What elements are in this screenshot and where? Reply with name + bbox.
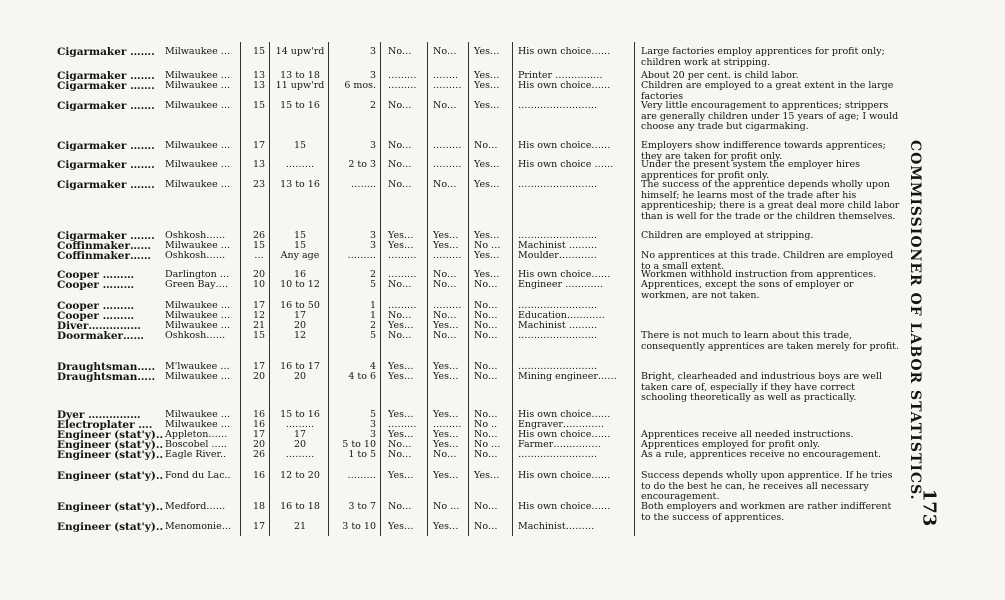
place-cell: Boscobel ….. (165, 439, 227, 450)
answer-cell: ……… (388, 419, 417, 430)
place-cell: Milwaukee … (165, 80, 231, 91)
answer-cell: Yes… (433, 429, 459, 440)
preference-cell: ……………………. (518, 300, 598, 311)
place-cell: Medford…… (165, 501, 226, 512)
trade-cell: Coffinmaker…… (57, 240, 152, 252)
age-cell: 16 (252, 409, 266, 420)
trade-cell: Engineer (stat'y).. (57, 501, 164, 513)
apprentice-age-cell: 12 to 20 (280, 470, 320, 481)
age-cell: 13 (252, 159, 266, 170)
remarks-cell: Apprentices receive all needed instructions. (641, 429, 854, 440)
column-rule (269, 42, 270, 536)
answer-cell: Yes… (474, 100, 500, 111)
answer-cell: No… (388, 140, 412, 151)
term-cell: 3 (369, 240, 376, 251)
answer-cell: ……… (388, 300, 417, 311)
answer-cell: No… (474, 310, 498, 321)
trade-cell: Cigarmaker ……. (57, 159, 155, 171)
preference-cell: Farmer…………… (518, 439, 601, 450)
apprentice-age-cell: 16 (293, 269, 307, 280)
place-cell: Milwaukee … (165, 140, 231, 151)
column-rule (468, 42, 469, 536)
place-cell: Oshkosh…… (165, 250, 226, 261)
trade-cell: Engineer (stat'y).. (57, 521, 164, 533)
trade-cell: Draughtsman….. (57, 371, 156, 383)
apprentice-age-cell: 13 to 18 (280, 70, 320, 81)
apprentice-age-cell: 15 (293, 230, 307, 241)
trade-cell: Engineer (stat'y).. (57, 439, 164, 451)
preference-cell: Education………… (518, 310, 605, 321)
trade-cell: Draughtsman….. (57, 361, 156, 373)
answer-cell: No… (388, 310, 412, 321)
answer-cell: No… (433, 310, 457, 321)
answer-cell: No… (474, 449, 498, 460)
answer-cell: ……… (388, 250, 417, 261)
answer-cell: ……… (433, 140, 462, 151)
place-cell: Milwaukee … (165, 371, 231, 382)
trade-cell: Cigarmaker ……. (57, 100, 155, 112)
remarks-cell: Children are employed to a great extent in the large factories (641, 80, 894, 102)
age-cell: 18 (252, 501, 266, 512)
trade-cell: Engineer (stat'y).. (57, 470, 164, 482)
remarks-cell: There is not much to learn about this trade, consequently apprentices are taken merely for profit. (641, 330, 900, 352)
remarks-cell: Workmen withhold instruction from apprentices. (641, 269, 877, 280)
answer-cell: Yes… (474, 269, 500, 280)
answer-cell: No… (433, 269, 457, 280)
answer-cell: Yes… (474, 46, 500, 57)
trade-cell: Cooper ……… (57, 279, 135, 291)
running-head: COMMISSIONER OF LABOR STATISTICS. (907, 140, 923, 501)
age-cell: 13 (252, 80, 266, 91)
age-cell: 12 (252, 310, 266, 321)
answer-cell: No… (433, 46, 457, 57)
place-cell: Eagle River.. (165, 449, 227, 460)
term-cell: 3 (369, 419, 376, 430)
answer-cell: …….. (433, 70, 459, 81)
answer-cell: Yes… (474, 159, 500, 170)
answer-cell: ……… (433, 250, 462, 261)
answer-cell: ……… (433, 419, 462, 430)
trade-cell: Cigarmaker ……. (57, 179, 155, 191)
place-cell: Appleton…… (165, 429, 228, 440)
trade-cell: Cooper ……… (57, 310, 135, 322)
term-cell: 1 to 5 (348, 449, 376, 460)
apprentice-age-cell: ……… (285, 449, 315, 460)
answer-cell: Yes… (433, 230, 459, 241)
answer-cell: Yes… (474, 250, 500, 261)
term-cell: 5 (369, 279, 376, 290)
answer-cell: Yes… (474, 80, 500, 91)
answer-cell: No .. (474, 419, 498, 430)
preference-cell: His own choice…… (518, 409, 611, 420)
term-cell: 4 to 6 (348, 371, 376, 382)
age-cell: 10 (252, 279, 266, 290)
answer-cell: Yes… (433, 409, 459, 420)
apprentice-age-cell: 16 to 18 (280, 501, 320, 512)
term-cell: 2 to 3 (348, 159, 376, 170)
remarks-cell: Employers show indifference towards apprentices; they are taken for profit only. (641, 140, 886, 162)
term-cell: 3 to 10 (342, 521, 376, 532)
trade-cell: Cooper ……… (57, 300, 135, 312)
term-cell: 3 (369, 140, 376, 151)
place-cell: Milwaukee … (165, 159, 231, 170)
apprentice-age-cell: 13 to 16 (280, 179, 320, 190)
trade-cell: Dyer …………… (57, 409, 141, 421)
trade-cell: Cigarmaker ……. (57, 70, 155, 82)
age-cell: 26 (252, 449, 266, 460)
preference-cell: Mining engineer…… (518, 371, 617, 382)
answer-cell: No… (474, 320, 498, 331)
apprentice-age-cell: 14 upw'rd (275, 46, 325, 57)
place-cell: Milwaukee … (165, 300, 231, 311)
preference-cell: Engineer ………… (518, 279, 604, 290)
place-cell: Milwaukee … (165, 46, 231, 57)
remarks-cell: Apprentices employed for profit only. (641, 439, 820, 450)
apprentice-age-cell: ……… (285, 159, 315, 170)
place-cell: Milwaukee … (165, 100, 231, 111)
column-rule (328, 42, 329, 536)
answer-cell: ……… (388, 70, 417, 81)
answer-cell: ……… (388, 269, 417, 280)
trade-cell: Cigarmaker ……. (57, 140, 155, 152)
remarks-cell: Children are employed at stripping. (641, 230, 814, 241)
apprentice-age-cell: 16 to 50 (280, 300, 320, 311)
answer-cell: Yes… (474, 470, 500, 481)
apprentice-age-cell: 21 (293, 521, 307, 532)
answer-cell: No… (388, 46, 412, 57)
preference-cell: His own choice…… (518, 80, 611, 91)
trade-cell: Diver…………… (57, 320, 141, 332)
term-cell: 5 (369, 330, 376, 341)
answer-cell: Yes… (433, 371, 459, 382)
answer-cell: No… (474, 501, 498, 512)
answer-cell: No … (474, 240, 501, 251)
preference-cell: Engraver…………. (518, 419, 604, 430)
answer-cell: No… (388, 279, 412, 290)
answer-cell: No … (474, 439, 501, 450)
answer-cell: No… (388, 179, 412, 190)
page-number: 173 (918, 488, 940, 527)
term-cell: ……… (347, 470, 376, 481)
place-cell: Oshkosh…… (165, 230, 226, 241)
place-cell: Milwaukee … (165, 240, 231, 251)
preference-cell: His own choice…… (518, 470, 611, 481)
apprentice-age-cell: 12 (293, 330, 307, 341)
apprentice-age-cell: 20 (293, 320, 307, 331)
preference-cell: His own choice…… (518, 429, 611, 440)
apprentice-age-cell: Any age (280, 250, 320, 261)
age-cell: 13 (252, 70, 266, 81)
trade-cell: Electroplater …. (57, 419, 153, 431)
apprentice-age-cell: 10 to 12 (280, 279, 320, 290)
age-cell: 17 (252, 521, 266, 532)
answer-cell: ……… (433, 80, 462, 91)
answer-cell: No… (474, 521, 498, 532)
trade-cell: Coffinmaker…… (57, 250, 152, 262)
preference-cell: Machinist ……… (518, 240, 598, 251)
preference-cell: ……………………. (518, 330, 598, 341)
age-cell: 17 (252, 429, 266, 440)
trade-cell: Cigarmaker ……. (57, 230, 155, 242)
trade-cell: Cigarmaker ……. (57, 46, 155, 58)
answer-cell: No… (474, 371, 498, 382)
answer-cell: Yes… (388, 521, 414, 532)
apprentice-age-cell: 15 (293, 140, 307, 151)
age-cell: 21 (252, 320, 266, 331)
answer-cell: Yes… (388, 470, 414, 481)
answer-cell: Yes… (433, 361, 459, 372)
running-head-container (905, 140, 945, 501)
remarks-cell: Bright, clearheaded and industrious boys are well taken care of, especially if they have correct schooling theoretically as well as practically. (641, 371, 882, 403)
age-cell: 26 (252, 230, 266, 241)
age-cell: 16 (252, 419, 266, 430)
age-cell: 17 (252, 300, 266, 311)
age-cell: 15 (252, 330, 266, 341)
place-cell: Milwaukee … (165, 310, 231, 321)
remarks-cell: Apprentices, except the sons of employer or workmen, are not taken. (641, 279, 854, 301)
answer-cell: Yes… (433, 240, 459, 251)
age-cell: 15 (252, 240, 266, 251)
trade-cell: Cooper ……… (57, 269, 135, 281)
place-cell: Milwaukee … (165, 320, 231, 331)
apprentice-age-cell: 15 to 16 (280, 100, 320, 111)
apprentice-age-cell: 16 to 17 (280, 361, 320, 372)
answer-cell: Yes… (388, 361, 414, 372)
preference-cell: His own choice…… (518, 46, 611, 57)
age-cell: 20 (252, 371, 266, 382)
age-cell: 20 (252, 269, 266, 280)
remarks-cell: Both employers and workmen are rather indifferent to the success of apprentices. (641, 501, 892, 523)
answer-cell: No… (474, 429, 498, 440)
answer-cell: No… (433, 179, 457, 190)
apprentice-age-cell: 20 (293, 371, 307, 382)
age-cell: 17 (252, 361, 266, 372)
term-cell: 5 (369, 409, 376, 420)
place-cell: Milwaukee … (165, 419, 231, 430)
answer-cell: Yes… (474, 70, 500, 81)
apprentice-age-cell: 17 (293, 310, 307, 321)
answer-cell: No… (433, 100, 457, 111)
preference-cell: ……………………. (518, 449, 598, 460)
answer-cell: Yes… (433, 521, 459, 532)
answer-cell: No… (474, 140, 498, 151)
term-cell: 6 mos. (344, 80, 376, 91)
answer-cell: No… (474, 409, 498, 420)
preference-cell: His own choice…… (518, 501, 611, 512)
age-cell: 17 (252, 140, 266, 151)
answer-cell: No… (474, 300, 498, 311)
apprentice-age-cell: ……… (285, 419, 315, 430)
answer-cell: Yes… (388, 230, 414, 241)
term-cell: 2 (369, 269, 376, 280)
remarks-cell: About 20 per cent. is child labor. (641, 70, 799, 81)
term-cell: 2 (369, 320, 376, 331)
answer-cell: No… (433, 330, 457, 341)
apprentice-age-cell: 15 to 16 (280, 409, 320, 420)
trade-cell: Doormaker…… (57, 330, 145, 342)
preference-cell: ……………………. (518, 100, 598, 111)
answer-cell: No… (474, 279, 498, 290)
place-cell: Oshkosh…… (165, 330, 226, 341)
age-cell: … (254, 250, 264, 261)
answer-cell: Yes… (474, 179, 500, 190)
preference-cell: ……………………. (518, 230, 598, 241)
age-cell: 16 (252, 470, 266, 481)
answer-cell: Yes… (474, 230, 500, 241)
trade-cell: Engineer (stat'y).. (57, 429, 164, 441)
column-rule (380, 42, 381, 536)
term-cell: ……… (347, 250, 376, 261)
apprentice-age-cell: 15 (293, 240, 307, 251)
apprentice-age-cell: 11 upw'rd (275, 80, 325, 91)
answer-cell: Yes… (388, 320, 414, 331)
term-cell: 4 (369, 361, 376, 372)
term-cell: …….. (350, 179, 376, 190)
place-cell: Milwaukee … (165, 70, 231, 81)
preference-cell: ……………………. (518, 361, 598, 372)
trade-cell: Cigarmaker ……. (57, 80, 155, 92)
column-rule (634, 42, 635, 536)
term-cell: 3 (369, 230, 376, 241)
place-cell: Darlington … (165, 269, 230, 280)
answer-cell: No… (388, 439, 412, 450)
column-rule (240, 42, 241, 536)
remarks-cell: Very little encouragement to apprentices; strippers are generally children under 15 years of age; I would choose any trade but cigarmaking. (641, 100, 899, 132)
answer-cell: No … (433, 501, 460, 512)
term-cell: 5 to 10 (342, 439, 376, 450)
apprentice-age-cell: 20 (293, 439, 307, 450)
answer-cell: Yes… (433, 470, 459, 481)
answer-cell: ……… (433, 159, 462, 170)
answer-cell: Yes… (388, 429, 414, 440)
age-cell: 23 (252, 179, 266, 190)
place-cell: Fond du Lac.. (165, 470, 231, 481)
answer-cell: No… (433, 279, 457, 290)
age-cell: 20 (252, 439, 266, 450)
answer-cell: No… (388, 159, 412, 170)
answer-cell: ……… (433, 300, 462, 311)
column-rule (512, 42, 513, 536)
answer-cell: No… (433, 449, 457, 460)
answer-cell: Yes… (433, 320, 459, 331)
preference-cell: Machinist ……… (518, 320, 598, 331)
remarks-cell: Large factories employ apprentices for profit only; children work at stripping. (641, 46, 885, 68)
answer-cell: Yes… (388, 409, 414, 420)
answer-cell: No… (388, 501, 412, 512)
remarks-cell: The success of the apprentice depends wholly upon himself; he learns most of the trade after his apprenticeship; there is a great deal more child labor than is well for the trade or the children themselves. (641, 179, 900, 222)
answer-cell: No… (388, 100, 412, 111)
preference-cell: His own choice…… (518, 140, 611, 151)
term-cell: 3 to 7 (348, 501, 376, 512)
answer-cell: Yes… (388, 240, 414, 251)
preference-cell: His own choice…… (518, 269, 611, 280)
answer-cell: No… (388, 449, 412, 460)
age-cell: 15 (252, 46, 266, 57)
place-cell: Milwaukee … (165, 409, 231, 420)
place-cell: M'lwaukee … (165, 361, 230, 372)
age-cell: 15 (252, 100, 266, 111)
term-cell: 3 (369, 70, 376, 81)
trade-cell: Engineer (stat'y).. (57, 449, 164, 461)
preference-cell: Printer …………… (518, 70, 603, 81)
term-cell: 3 (369, 46, 376, 57)
remarks-cell: No apprentices at this trade. Children are employed to a small extent. (641, 250, 894, 272)
place-cell: Menomonie… (165, 521, 232, 532)
term-cell: 2 (369, 100, 376, 111)
answer-cell: ……… (388, 80, 417, 91)
apprentice-age-cell: 17 (293, 429, 307, 440)
preference-cell: Moulder………… (518, 250, 597, 261)
answer-cell: No… (388, 330, 412, 341)
remarks-cell: Success depends wholly upon apprentice. If he tries to do the best he can, he receives all necessary encouragement. (641, 470, 893, 502)
term-cell: 1 (369, 310, 376, 321)
remarks-cell: Under the present system the employer hires apprentices for profit only. (641, 159, 861, 181)
preference-cell: His own choice …… (518, 159, 614, 170)
answer-cell: Yes… (433, 439, 459, 450)
preference-cell: Machinist……… (518, 521, 595, 532)
place-cell: Green Bay…. (165, 279, 229, 290)
answer-cell: Yes… (388, 371, 414, 382)
preference-cell: ……………………. (518, 179, 598, 190)
term-cell: 1 (369, 300, 376, 311)
answer-cell: No… (474, 361, 498, 372)
answer-cell: No… (474, 330, 498, 341)
remarks-cell: As a rule, apprentices receive no encouragement. (641, 449, 882, 460)
place-cell: Milwaukee … (165, 179, 231, 190)
column-rule (427, 42, 428, 536)
term-cell: 3 (369, 429, 376, 440)
